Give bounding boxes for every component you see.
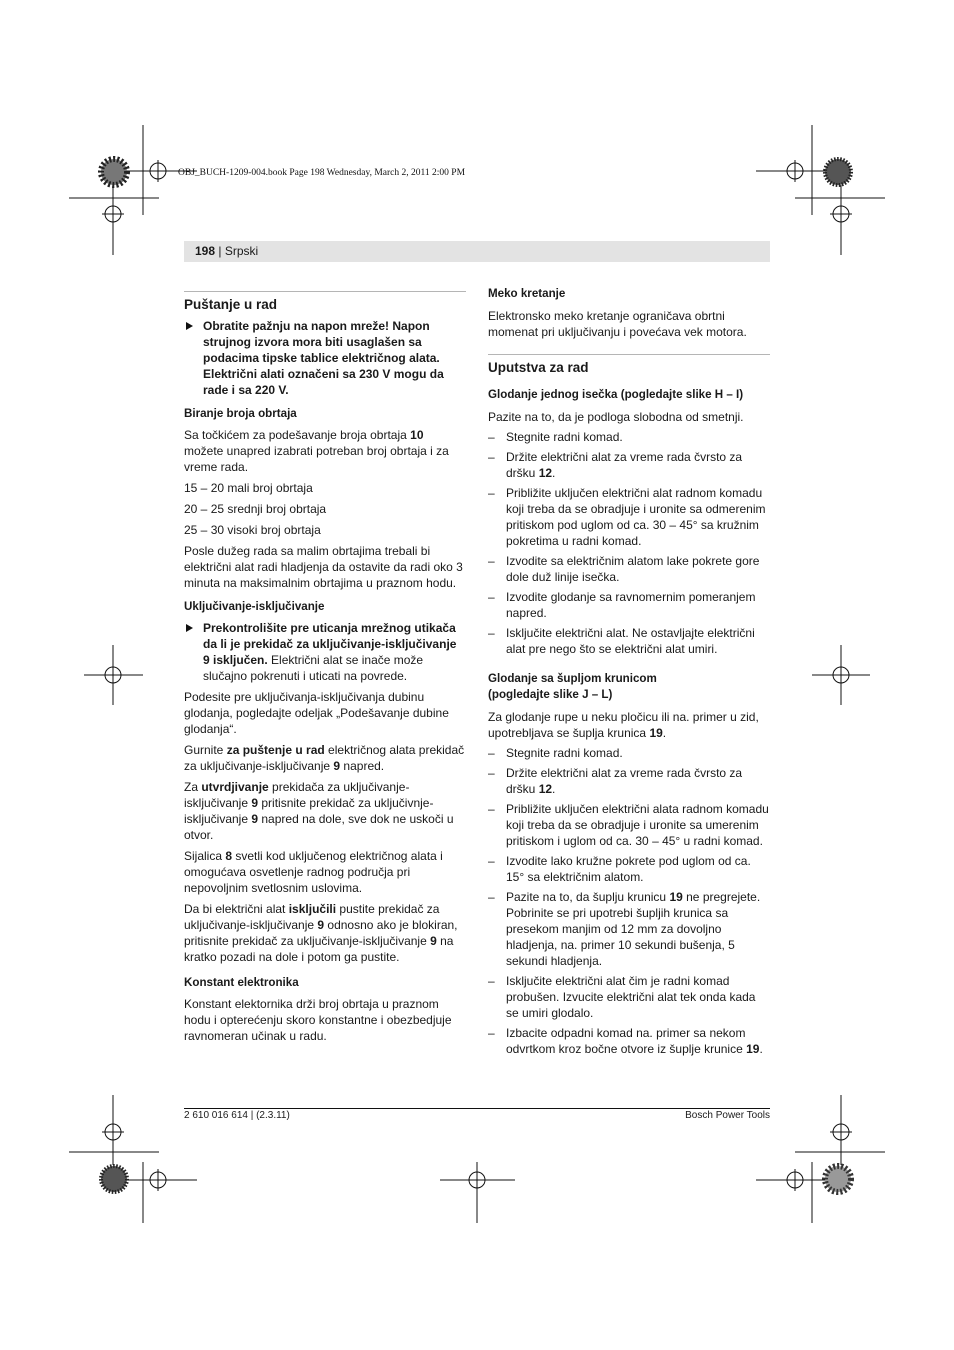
print-info-line: OBJ_BUCH-1209-004.book Page 198 Wednesday, March 2, 2011 2:00 PM <box>178 168 466 178</box>
section-title-pustanje: Puštanje u rad <box>184 297 278 312</box>
list-item: – Stegnite radni komad. <box>488 746 623 760</box>
section-title-meko-kretanje: Meko kretanje <box>488 287 566 300</box>
paragraph-speed-wheel: Sa točkićem za podešavanje broja obrtaja 10 možete unapred izabrati potreban broj obrtaja i za vreme rada. <box>184 428 449 474</box>
paragraph-switch-off: Da bi električni alat isključili pustite prekidač za uključivanje-isključivanje 9 odnosno ako je blokiran, pritisnite prekidač za uključivanje-isključivanje 9 na kratko pozadi na dole i potom ga pustite. <box>184 902 458 964</box>
paragraph-surface: Pazite na to, da je podloga slobodna od smetnji. <box>488 410 744 424</box>
warning-switch: Prekontrolišite pre uticanja mrežnog utikača da li je prekidač za uključivanje-isključivanje 9 isključen. Električni alat se inače može slučajno pokrenuti i uticati na povrede. <box>184 620 466 684</box>
section-title-uputstva: Uputstva za rad <box>488 360 589 375</box>
header-separator: | <box>215 244 225 258</box>
paragraph-cooling: Posle dužeg rada sa malim obrtajima trebali bi električni alat radi hladjenja da ostavite da radi oko 3 minuta na maksimalnim obrtajima u praznom hodu. <box>184 544 463 590</box>
list-item: – Pazite na to, da šuplju krunicu 19 ne pregrejete. Pobrinite se pri upotrebi šupljih krunica sa presekom manjim od 12 mm za dovoljno hladjenja, na. primer 10 sekundi bušenja, 5 sekundi hladjenja. <box>488 890 761 968</box>
right-column <box>488 286 770 1057</box>
list-item: – Držite električni alat za vreme rada čvrsto za dršku 12. <box>488 766 743 796</box>
list-item: – Držite električni alat za vreme rada čvrsto za dršku 12. <box>488 450 743 480</box>
paragraph-depth: Podesite pre uključivanja-isključivanja dubinu glodanja, pogledajte odeljak „Podešavanje dubine glodanja“. <box>184 690 449 736</box>
page-header <box>184 241 770 262</box>
speed-range-high: 25 – 30 visoki broj obrtaja <box>184 523 321 537</box>
speed-range-low: 15 – 20 mali broj obrtaja <box>184 481 313 495</box>
list-item: – Izvodite sa električnim alatom lake pokrete gore dole duž linije isečka. <box>488 554 760 584</box>
header-language: Srpski <box>224 244 259 258</box>
list-item: – Približite uključen električni alat radnom komadu koji treba da se obradjuje i uronite sa odmerenim pritiskom pod uglom od ca. 30 – 45° sa kružnim pokretima u radni komad. <box>488 486 766 548</box>
footer-brand: Bosch Power Tools <box>685 1110 770 1121</box>
paragraph-lamp: Sijalica 8 svetli kod uključenog električnog alata i omogućava osvetlenje radnog područja pri nepovoljnim svetlosnim uslovima. <box>184 849 443 895</box>
list-item: – Izvodite lako kružne pokrete pod uglom od ca. 15° sa električnim alatom. <box>488 854 751 884</box>
list-item: – Stegnite radni komad. <box>488 430 623 444</box>
footer-doc-number: 2 610 016 614 | (2.3.11) <box>184 1110 290 1121</box>
list-item: – Izvodite glodanje sa ravnomernim pomeranjem napred. <box>488 590 756 620</box>
warning-arrow-icon <box>186 322 193 330</box>
list-item: – Isključite električni alat. Ne ostavljajte električni alat pre nego što se električni alat umiri. <box>488 626 755 656</box>
speed-range-mid: 20 – 25 srednji broj obrtaja <box>184 502 327 516</box>
section-title-supljom-krunicom: Glodanje sa šupljom krunicom (pogledajte slike J – L) <box>488 672 657 701</box>
paragraph-soft-start: Elektronsko meko kretanje ograničava obrtni momenat pri uključivanju i povećava vek motora. <box>488 309 747 339</box>
warning-voltage: Obratite pažnju na napon mreže! Napon strujnog izvora mora biti usaglašen sa podacima tipske tablice električnog alata. Električni alati označeni sa 230 V mogu da rade i sa 220 V. <box>184 318 466 398</box>
warning-arrow-icon <box>186 624 193 632</box>
footer-rule <box>184 1108 770 1109</box>
list-item: – Isključite električni alat čim je radni komad probušen. Izvucite električni alat tek onda kada se umiri glodalo. <box>488 974 756 1020</box>
paragraph-switch-lock: Za utvrdjivanje prekidača za uključivanje-isključivanje 9 pritisnite prekidač za uključivnje-isključivanje 9 napred na dole, sve dok ne uskoči u otvor. <box>184 780 454 842</box>
paragraph-konstant: Konstant elektornika drži broj obrtaja u praznom hodu i opterećenju skoro konstantne i obezbedjuje ravnomeran učinak u radu. <box>184 997 452 1043</box>
section-title-glodanje-iseca: Glodanje jednog isečka (pogledajte slike H – I) <box>488 388 744 401</box>
left-column <box>184 291 466 1044</box>
section-title-broj-obrtaja: Biranje broja obrtaja <box>184 407 297 420</box>
paragraph-core-bit: Za glodanje rupe u neku pločicu ili na. primer u zid, upotrebljava se šuplja krunica 19. <box>488 710 759 740</box>
section-title-konstant: Konstant elektronika <box>184 976 299 989</box>
paragraph-switch-on: Gurnite za puštenje u rad električnog alata prekidač za uključivanje-isključivanje 9 napred. <box>184 743 465 773</box>
list-item: – Izbacite odpadni komad na. primer sa nekom odvrtkom kroz bočne otvore iz šuplje krunice 19. <box>488 1026 763 1056</box>
page-number: 198 <box>195 244 216 258</box>
section-title-ukljucivanje: Uključivanje-isključivanje <box>184 600 325 613</box>
list-item: – Približite uključen električni alata radnom komadu koji treba da se obradjuje i uronite sa umerenim pritiskom i uglom od ca. 30 – 45° u radni komad. <box>488 802 769 848</box>
